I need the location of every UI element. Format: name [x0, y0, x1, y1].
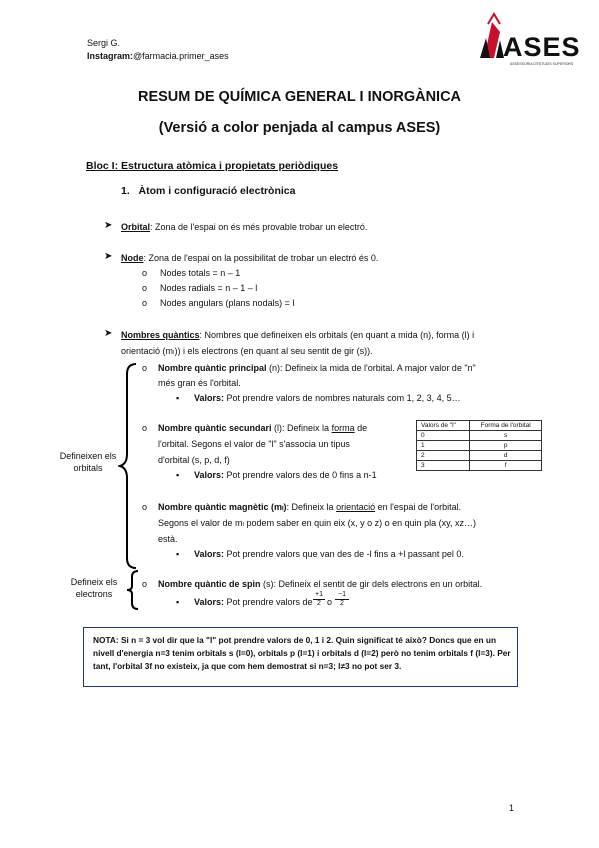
note-line: nivell d'energia n=3 tenim orbitals s (l=0), orbitals p (l=1) i orbitals d (l=2) però no tenim orbitals f (l=3). Per — [93, 648, 511, 658]
square-bullet-icon: ▪ — [176, 597, 180, 607]
table-cell: f — [470, 461, 542, 471]
magnetic-orientacio: orientació — [336, 502, 376, 512]
brace-electrons-icon — [126, 569, 140, 611]
note-line: NOTA: Si n = 3 vol dir que la "l" pot prendre valors de 0, 1 i 2. Quin significat té això? Doncs que en un — [93, 635, 497, 645]
fraction-denominator: 2 — [317, 600, 321, 607]
orbital-text: : Zona de l'espai on és més provable trobar un electró. — [150, 222, 368, 232]
circle-bullet-icon: o — [142, 283, 148, 293]
orbital-definition — [121, 221, 367, 233]
table-header: Valors de "l" — [417, 421, 470, 431]
node-definition — [121, 252, 378, 264]
fraction-minus-half — [335, 591, 349, 608]
subsection-number: 1. — [121, 185, 130, 197]
node-item: Nodes radials = n – 1 – l — [160, 283, 258, 293]
note-box — [83, 627, 518, 687]
table-header: Forma de l'orbital — [470, 421, 542, 431]
circle-bullet-icon: o — [142, 363, 148, 373]
principal-text-2: més gran és l'orbital. — [158, 378, 241, 388]
page-title: RESUM DE QUÍMICA GENERAL I INORGÀNICA — [137, 89, 462, 105]
node-text: : Zona de l'espai on la possibilitat de trobar un electró és 0. — [143, 253, 379, 263]
label-defineix-electrons: Defineix els electrons — [70, 577, 118, 599]
table-cell: d — [470, 451, 542, 461]
fraction-numerator: +1 — [313, 591, 325, 600]
table-row — [417, 431, 542, 441]
table-row — [417, 461, 542, 471]
principal-values — [194, 392, 461, 404]
spin-definition — [158, 578, 482, 590]
square-bullet-icon: ▪ — [176, 393, 180, 403]
values-label: Valors: — [194, 470, 225, 480]
quantum-text: : Nombres que defineixen els orbitals (en quant a mida (n), forma (l) i — [199, 330, 475, 340]
magnetic-text-2: Segons el valor de mₗ podem saber en quin eix (x, y o z) o en quin pla (xy, xz…) — [158, 518, 476, 528]
page-number: 1 — [509, 803, 515, 813]
circle-bullet-icon: o — [142, 268, 148, 278]
instagram-handle: @farmacia.primer_ases — [133, 51, 229, 61]
table-cell: s — [470, 431, 542, 441]
quantum-definition — [121, 329, 474, 341]
square-bullet-icon: ▪ — [176, 549, 180, 559]
subsection-heading — [121, 185, 295, 197]
spin-or: o — [327, 597, 333, 607]
fraction-numerator: −1 — [335, 591, 349, 600]
secundari-text-2: l'orbital. Segons el valor de "l" s'associa un tipus — [158, 439, 350, 449]
magnetic-text-end: en l'espai de l'orbital. — [375, 502, 462, 512]
magnetic-definition — [158, 501, 461, 513]
principal-term: Nombre quàntic principal — [158, 363, 267, 373]
magnetic-values-text: Pot prendre valors que van des de -l fins a +l passant pel 0. — [224, 549, 464, 559]
secundari-term: Nombre quàntic secundari — [158, 423, 272, 433]
magnetic-term: Nombre quàntic magnètic — [158, 502, 269, 512]
magnetic-values — [194, 548, 464, 560]
table-row — [417, 441, 542, 451]
table-cell: 1 — [417, 441, 470, 451]
secundari-values — [194, 469, 377, 481]
principal-definition — [158, 362, 476, 374]
brace-orbitals-icon — [118, 362, 138, 570]
page-subtitle: (Versió a color penjada al campus ASES) — [158, 120, 441, 136]
spin-term: Nombre quàntic de spin — [158, 579, 261, 589]
fraction-denominator: 2 — [340, 600, 344, 607]
secundari-forma: forma — [331, 423, 355, 433]
table-cell: 2 — [417, 451, 470, 461]
magnetic-text: : Defineix la — [286, 502, 337, 512]
note-line: tant, l'orbital 3f no existeix, ja que com hem demostrat si n=3; l≠3 no pot ser 3. — [93, 661, 402, 671]
table-row — [417, 451, 542, 461]
node-term: Node — [121, 253, 144, 263]
label-defineixen-orbitals: Defineixen els orbitals — [59, 451, 117, 473]
values-label: Valors: — [194, 597, 225, 607]
table-cell: p — [470, 441, 542, 451]
subsection-title: Àtom i configuració electrònica — [138, 185, 296, 197]
table-cell: 0 — [417, 431, 470, 441]
logo-text: ASES — [503, 32, 581, 62]
arrow-bullet-icon: ➤ — [104, 220, 113, 231]
quantum-term: Nombres quàntics — [121, 330, 200, 340]
secundari-text: (l): Defineix la — [271, 423, 332, 433]
values-label: Valors: — [194, 549, 225, 559]
orbital-table — [416, 420, 542, 471]
values-label: Valors: — [194, 393, 225, 403]
instagram-label: Instagram: — [87, 51, 134, 61]
section-heading: Bloc I: Estructura atòmica i propietats periòdiques — [86, 160, 339, 172]
arrow-bullet-icon: ➤ — [104, 328, 113, 339]
node-item: Nodes totals = n – 1 — [160, 268, 241, 278]
quantum-text-2: orientació (mₗ)) i els electrons (en quant al seu sentit de gir (s)). — [121, 346, 373, 356]
logo-subtitle: ASSESSORIA D'ESTUDIS SUPERIORS — [510, 62, 574, 66]
orbital-term: Orbital — [121, 222, 151, 232]
secundari-text-end: de — [354, 423, 368, 433]
author: Sergi G. — [87, 38, 121, 48]
circle-bullet-icon: o — [142, 579, 148, 589]
spin-text: (s): Defineix el sentit de gir dels electrons en un orbital. — [260, 579, 483, 589]
table-header-row — [417, 421, 542, 431]
magnetic-text-3: està. — [158, 534, 178, 544]
principal-values-text: Pot prendre valors de nombres naturals com 1, 2, 3, 4, 5… — [224, 393, 461, 403]
secundari-text-3: d'orbital (s, p, d, f) — [158, 455, 230, 465]
square-bullet-icon: ▪ — [176, 470, 180, 480]
spin-values-text: Pot prendre valors de — [224, 597, 313, 607]
ases-logo — [470, 12, 580, 70]
secundari-definition — [158, 422, 406, 434]
fraction-plus-half — [313, 591, 325, 608]
spin-values — [194, 596, 313, 608]
magnetic-symbol: (mₗ) — [268, 502, 287, 512]
arrow-bullet-icon: ➤ — [104, 251, 113, 262]
table-cell: 3 — [417, 461, 470, 471]
node-item: Nodes angulars (plans nodals) = l — [160, 298, 295, 308]
circle-bullet-icon: o — [142, 502, 148, 512]
circle-bullet-icon: o — [142, 298, 148, 308]
instagram-line — [87, 50, 229, 62]
principal-text: (n): Defineix la mida de l'orbital. A major valor de "n" — [266, 363, 476, 373]
secundari-values-text: Pot prendre valors des de 0 fins a n-1 — [224, 470, 377, 480]
circle-bullet-icon: o — [142, 423, 148, 433]
